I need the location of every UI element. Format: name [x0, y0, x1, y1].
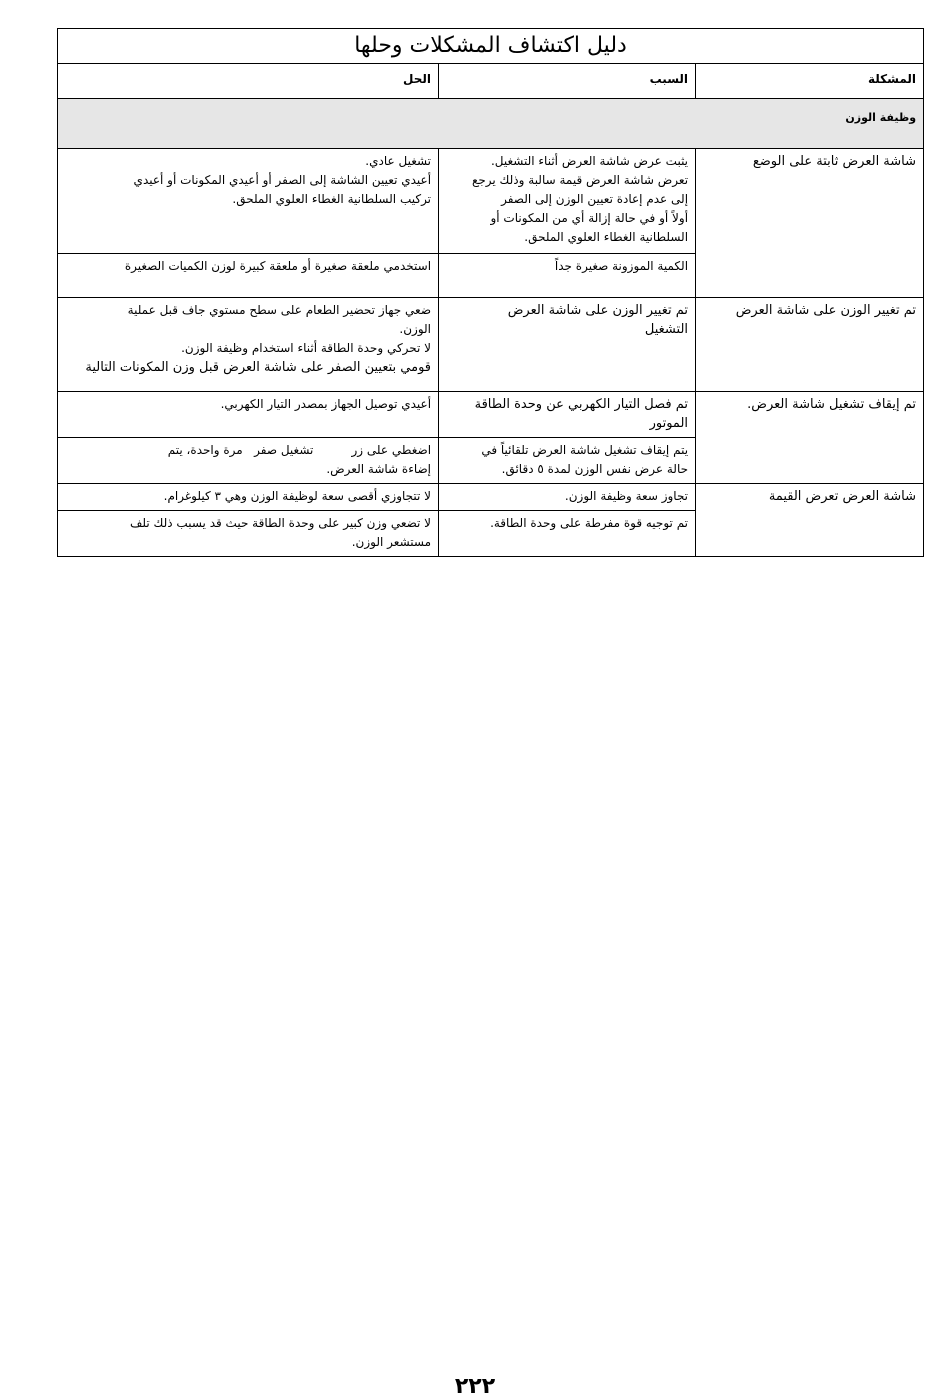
solution-cell [58, 511, 439, 557]
cause-line: إلى عدم إعادة تعيين الوزن إلى الصفر [501, 192, 689, 206]
cause-cell [439, 298, 696, 392]
header-solution: الحل [58, 64, 439, 99]
cause-line: السلطانية الغطاء العلوي الملحق. [524, 230, 689, 244]
solution-line: اضغطي على زر تشغيل صفر مرة واحدة، يتم [167, 443, 432, 457]
problem-cell: شاشة العرض ثابتة على الوضع [696, 149, 924, 298]
cause-cell [439, 438, 696, 484]
cause-line: الموتور [649, 416, 689, 431]
troubleshooting-table [57, 28, 924, 557]
table-row [58, 298, 924, 392]
cause-line: تعرض شاشة العرض قيمة سالبة وذلك يرجع [471, 173, 689, 187]
solution-line: لا تحركي وحدة الطاقة أثناء استخدام وظيفة الوزن. [181, 341, 432, 355]
cause-line: تم فصل التيار الكهربي عن وحدة الطاقة [474, 397, 689, 412]
solution-line: الوزن. [399, 322, 432, 336]
solution-line: تشغيل عادي. [365, 154, 432, 168]
table-row [58, 392, 924, 438]
solution-line: مستشعر الوزن. [351, 535, 432, 549]
solution-cell: استخدمي ملعقة صغيرة أو ملعقة كبيرة لوزن الكميات الصغيرة [58, 254, 439, 298]
solution-line: قومي بتعيين الصفر على شاشة العرض قبل وزن المكونات التالية [85, 360, 432, 375]
cause-cell: الكمية الموزونة صغيرة جداً [439, 254, 696, 298]
solution-cell [58, 298, 439, 392]
cause-line: يثبت عرض شاشة العرض أثناء التشغيل. [490, 154, 689, 168]
cause-cell [439, 149, 696, 254]
problem-cell: تم تغيير الوزن على شاشة العرض [696, 298, 924, 392]
solution-cell: أعيدي توصيل الجهاز بمصدر التيار الكهربي. [58, 392, 439, 438]
solution-line: ضعي جهاز تحضير الطعام على سطح مستوي جاف قبل عملية [127, 303, 432, 317]
solution-cell [58, 438, 439, 484]
page-number: ٢٢٢ [454, 1374, 496, 1399]
cause-line: أولاً أو في حالة إزالة أي من المكونات أو [490, 211, 689, 225]
cause-line: حالة عرض نفس الوزن لمدة ٥ دقائق. [501, 462, 689, 476]
table-row [58, 149, 924, 254]
section-title: وظيفة الوزن [58, 99, 924, 149]
problem-cell: شاشة العرض تعرض القيمة [696, 484, 924, 557]
cause-cell [439, 392, 696, 438]
problem-cell: تم إيقاف تشغيل شاشة العرض. [696, 392, 924, 484]
cause-line: التشغيل [644, 322, 689, 337]
solution-line: لا تضعي وزن كبير على وحدة الطاقة حيث قد يسبب ذلك تلف [129, 516, 432, 530]
cause-cell: تجاوز سعة وظيفة الوزن. [439, 484, 696, 511]
header-problem: المشكلة [696, 64, 924, 99]
page-title: دليل اكتشاف المشكلات وحلها [58, 29, 924, 64]
solution-cell [58, 149, 439, 254]
cause-line: تم تغيير الوزن على شاشة العرض [507, 303, 689, 318]
table-row [58, 484, 924, 511]
solution-cell: لا تتجاوزي أقصى سعة لوظيفة الوزن وهي ٣ كيلوغرام. [58, 484, 439, 511]
header-cause: السبب [439, 64, 696, 99]
cause-cell: تم توجيه قوة مفرطة على وحدة الطاقة. [439, 511, 696, 557]
solution-line: إضاءة شاشة العرض. [326, 462, 432, 476]
solution-line: أعيدي تعيين الشاشة إلى الصفر أو أعيدي المكونات أو أعيدي [133, 173, 432, 187]
solution-line: تركيب السلطانية الغطاء العلوي الملحق. [232, 192, 432, 206]
cause-line: يتم إيقاف تشغيل شاشة العرض تلقائياً في [481, 443, 689, 457]
